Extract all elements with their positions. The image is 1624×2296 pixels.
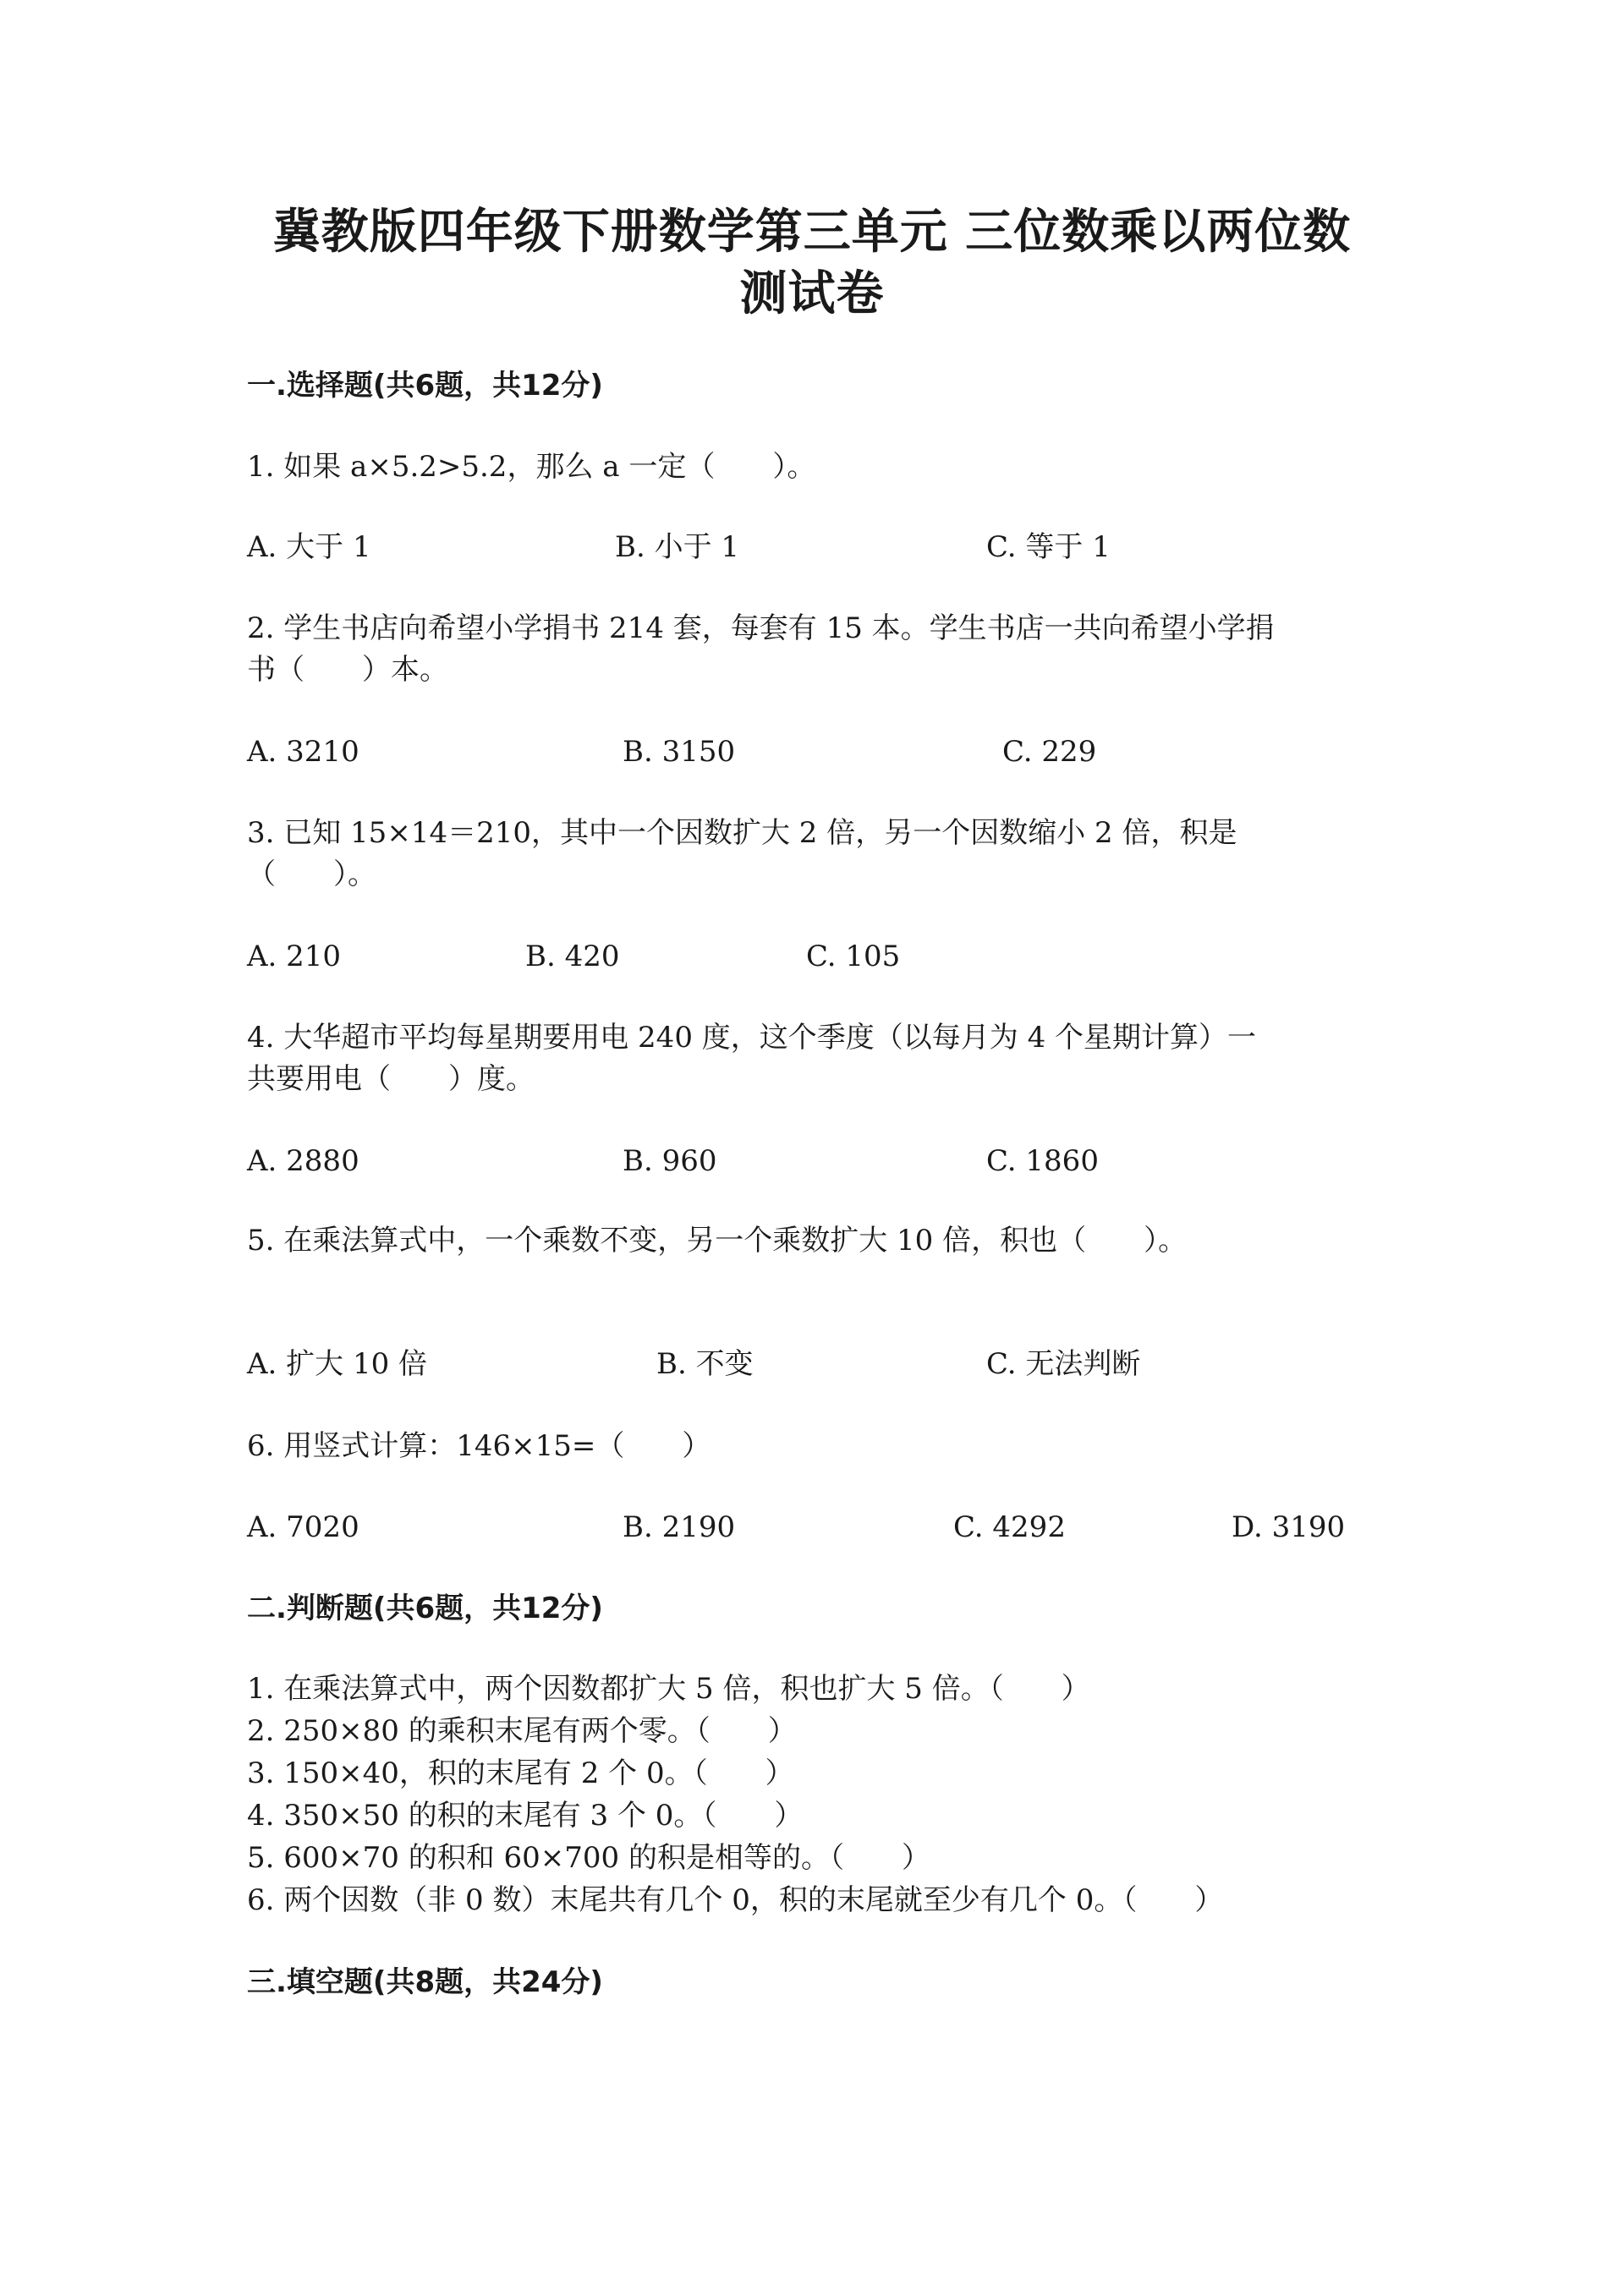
judgment-item: 6. 两个因数（非 0 数）末尾共有几个 0，积的末尾就至少有几个 0。（ ） — [247, 1883, 1224, 1917]
option: C. 105 — [806, 940, 901, 973]
option: A. 2880 — [247, 1144, 359, 1178]
option: B. 960 — [623, 1144, 717, 1178]
option: B. 小于 1 — [615, 530, 740, 564]
option: A. 扩大 10 倍 — [247, 1347, 428, 1381]
option: C. 4292 — [953, 1510, 1066, 1544]
judgment-item: 4. 350×50 的积的末尾有 3 个 0。（ ） — [247, 1799, 804, 1833]
option: A. 3210 — [247, 735, 359, 769]
option: A. 大于 1 — [247, 530, 371, 564]
section-header-choice: 一.选择题(共6题，共12分) — [247, 369, 603, 403]
question-text: 2. 学生书店向希望小学捐书 214 套，每套有 15 本。学生书店一共向希望小学捐 — [247, 611, 1275, 645]
question-text: 6. 用竖式计算：146×15=（ ） — [247, 1429, 711, 1463]
section-header-judgment: 二.判断题(共6题，共12分) — [247, 1592, 603, 1625]
question-text: 5. 在乘法算式中，一个乘数不变，另一个乘数扩大 10 倍，积也（ ）。 — [247, 1224, 1188, 1258]
option: C. 229 — [1002, 735, 1097, 769]
judgment-item: 1. 在乘法算式中，两个因数都扩大 5 倍，积也扩大 5 倍。（ ） — [247, 1672, 1090, 1706]
judgment-item: 3. 150×40，积的末尾有 2 个 0。（ ） — [247, 1756, 794, 1790]
option: C. 1860 — [986, 1144, 1099, 1178]
question-text: 3. 已知 15×14＝210，其中一个因数扩大 2 倍，另一个因数缩小 2 倍，积是 — [247, 816, 1237, 850]
page-title: 冀教版四年级下册数学第三单元 三位数乘以两位数 — [272, 205, 1352, 260]
question-text: 4. 大华超市平均每星期要用电 240 度，这个季度（以每月为 4 个星期计算）一 — [247, 1021, 1257, 1055]
option: C. 等于 1 — [986, 530, 1111, 564]
question-text: （ ）。 — [247, 858, 376, 891]
judgment-item: 5. 600×70 的积和 60×700 的积是相等的。（ ） — [247, 1841, 930, 1875]
option: B. 420 — [525, 940, 620, 973]
option: B. 3150 — [623, 735, 736, 769]
option: B. 不变 — [656, 1347, 754, 1381]
option: B. 2190 — [623, 1510, 736, 1544]
option: C. 无法判断 — [986, 1347, 1141, 1381]
option: A. 210 — [247, 940, 342, 973]
page-title-line2: 测试卷 — [739, 266, 885, 321]
question-text: 1. 如果 a×5.2>5.2，那么 a 一定（ ）。 — [247, 450, 816, 484]
question-text: 共要用电（ ）度。 — [247, 1062, 535, 1096]
option: A. 7020 — [247, 1510, 359, 1544]
question-text: 书（ ）本。 — [247, 653, 448, 687]
judgment-item: 2. 250×80 的乘积末尾有两个零。（ ） — [247, 1714, 797, 1748]
section-header-fill-blank: 三.填空题(共8题，共24分) — [247, 1965, 603, 1999]
option: D. 3190 — [1232, 1510, 1346, 1544]
